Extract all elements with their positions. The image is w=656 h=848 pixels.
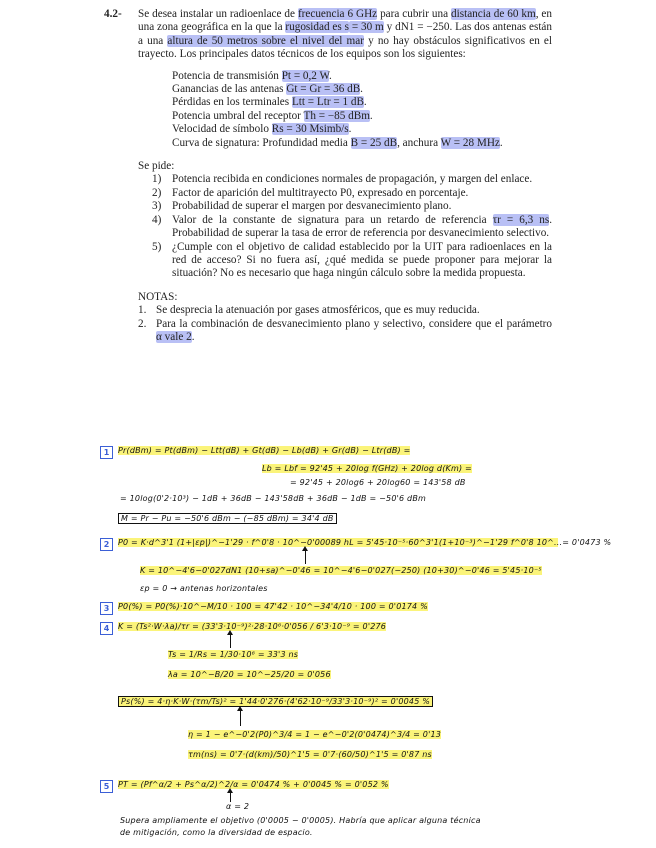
question-number: 1): [152, 173, 162, 186]
sol-1-line-2: Lb = Lbf = 92'45 + 20log f(GHz) + 20log d(Km) =: [262, 464, 472, 473]
arrow-up: [240, 710, 241, 726]
sol-3-line-1: P0(%) = P0(%)·10^−M/10 · 100 = 47'42 · 10^−34'4/10 · 100 = 0'0174 %: [118, 602, 428, 611]
question-text-part: Probabilidad de superar el margen por desvanecimiento plano.: [172, 200, 452, 213]
question-text: [172, 241, 552, 281]
nota-number: 1.: [138, 304, 147, 317]
se-pide-heading: Se pide:: [138, 160, 175, 173]
nota-text-part: .: [191, 330, 195, 343]
question-text-part: . Probabilidad de superar la tasa de error de referencia por desvanecimiento selectivo.: [172, 213, 552, 240]
question-item: [152, 200, 552, 213]
section-4-badge: 4: [100, 622, 113, 635]
intro-text: Se desea instalar un radioenlace de: [138, 8, 298, 20]
sol-5-alpha: α = 2: [226, 802, 250, 811]
param-label: Ganancias de las antenas: [172, 83, 287, 96]
sol-1-line-4: = 10log(0'2·10³) − 1dB + 36dB − 143'58dB + 36dB − 1dB = −50'6 dBm: [120, 494, 426, 503]
arrow-up: [305, 550, 306, 564]
question-number: 5): [152, 240, 162, 253]
sol-4-line-1: K = (Ts²·W·λa)/τr = (33'3·10⁻⁹)²·28·10⁶·0'056 / 6'3·10⁻⁹ = 0'276: [118, 622, 387, 631]
param-label: Pérdidas en los terminales: [172, 96, 292, 109]
param-value: W = 28 MHz: [440, 136, 500, 149]
section-3-badge: 3: [100, 602, 113, 615]
sol-4-line-5: η = 1 − e^−0'2(P0)^3/4 = 1 − e^−0'2(0'0474)^3/4 = 0'13: [188, 730, 442, 739]
question-item: [152, 214, 552, 241]
param-value: Ltt = Ltr = 1 dB: [291, 96, 364, 109]
param-row: [172, 110, 552, 123]
param-suffix: .: [348, 123, 352, 136]
highlighted-text: distancia de 60 km: [451, 8, 536, 20]
nota-text: [156, 318, 552, 345]
highlighted-text: = 30 m: [348, 21, 384, 34]
notas-list: [138, 304, 552, 344]
param-suffix: , anchura: [397, 136, 441, 149]
param-row: [172, 123, 552, 136]
param-suffix: .: [499, 136, 503, 149]
param-suffix: .: [360, 83, 363, 96]
question-item: [152, 241, 552, 281]
problem-intro: [138, 8, 552, 62]
sol-1-line-1: Pr(dBm) = Pt(dBm) − Ltt(dB) + Gt(dB) − Lb(dB) + Gr(dB) − Ltr(dB) =: [118, 446, 411, 455]
nota-item: [138, 304, 552, 317]
sol-2-line-2: K = 10^−4'6−0'027dN1 (10+sa)^−0'46 = 10^−4'6−0'027(−250) (10+30)^−0'46 = 5'45·10⁻⁵: [140, 566, 542, 575]
param-label: Velocidad de símbolo: [172, 123, 272, 136]
question-text: [172, 187, 468, 200]
sol-1-line-3: = 92'45 + 20log6 + 20log60 = 143'58 dB: [290, 478, 466, 487]
problem-statement: [104, 8, 552, 344]
highlighted-text: altura de 50 metros sobre el nivel del mar: [167, 34, 364, 47]
section-5-badge: 5: [100, 780, 113, 793]
param-label: Potencia de transmisión: [172, 69, 282, 82]
intro-text: y no hay obstáculos significativos en el trayecto. Los principales datos técnicos de los equipos son los siguientes:: [138, 34, 552, 61]
intro-text: para cubrir una: [377, 8, 452, 20]
param-value: Rs = 30 Msimb/s: [271, 123, 349, 136]
questions-list: [104, 173, 552, 280]
question-text: [172, 214, 552, 241]
question-text-part: ¿Cumple con el objetivo de calidad establecido por la UIT para radioenlaces en la red de acceso? Si no fuera así, ¿qué medida se puede proponer para mejorar la situación? No es necesario que haga ningún cálculo sobre la medida propuesta.: [172, 240, 552, 280]
sol-5-line-1: PT = (Pf^α/2 + Ps^α/2)^2/α = 0'0474 % + 0'0045 % = 0'052 %: [118, 780, 389, 789]
notas-heading: NOTAS:: [138, 290, 178, 303]
sol-5-line-4: de mitigación, como la diversidad de espacio.: [120, 828, 313, 837]
intro-text: , en una zona geográfica en la que la: [138, 8, 552, 34]
param-value: B = 25 dB: [350, 136, 398, 149]
param-label: Potencia umbral del receptor: [172, 109, 304, 122]
question-text: [172, 173, 532, 186]
highlighted-text: rugosidad es s: [285, 21, 349, 34]
question-item: [152, 173, 552, 186]
nota-text-part: Se desprecia la atenuación por gases atmosféricos, que es muy reducida.: [156, 304, 480, 317]
problem-number: 4.2-: [104, 8, 122, 20]
param-suffix: .: [363, 96, 367, 109]
nota-text: [156, 304, 480, 317]
section-2-badge: 2: [100, 538, 113, 551]
sol-5-line-3: Supera ampliamente el objetivo (0'0005 − 0'0005). Habría que aplicar alguna técnica: [120, 816, 481, 825]
equipment-params: [172, 70, 552, 150]
param-row: [172, 83, 552, 96]
sol-1-margin: M = Pr − Pu = −50'6 dBm − (−85 dBm) = 34'4 dB: [118, 513, 337, 524]
param-value: Gt = Gr = 36 dB: [286, 83, 361, 96]
sol-2-line-3: εp = 0 → antenas horizontales: [140, 584, 268, 593]
arrow-up: [230, 792, 231, 802]
question-text-part: Potencia recibida en condiciones normales de propagación, y margen del enlace.: [172, 173, 533, 186]
highlighted-text: τr = 6,3 ns: [492, 213, 550, 226]
question-number: 4): [152, 213, 162, 226]
question-text: [172, 200, 451, 213]
arrow-up: [230, 634, 231, 648]
question-item: [152, 187, 552, 200]
section-1-badge: 1: [100, 446, 113, 459]
nota-number: 2.: [138, 317, 147, 330]
param-label: Curva de signatura: Profundidad media: [172, 136, 351, 149]
param-value: Pt = 0,2 W: [281, 69, 330, 82]
param-row: [172, 70, 552, 83]
sol-4-line-4: Ps(%) = 4·η·K·W·(τm/Ts)² = 1'44·0'276·(4'62·10⁻⁹/33'3·10⁻⁹)² = 0'0045 %: [118, 696, 433, 707]
intro-text: y dN1 = −250. Las dos antenas están a una: [138, 21, 552, 47]
sol-4-line-6: τm(ns) = 0'7·(d(km)/50)^1'5 = 0'7·(60/50)^1'5 = 0'87 ns: [188, 750, 432, 759]
nota-item: [138, 318, 552, 345]
sol-2-line-1: P0 = K·d^3'1 (1+|εp|)^−1'29 · f^0'8 · 10^−0'00089 hL = 5'45·10⁻⁵·60^3'1(1+10⁻³)^−1'29 f^0'8 10^...= 0'0473 %: [118, 538, 612, 547]
question-text-part: Factor de aparición del multitrayecto P0, expresado en porcentaje.: [172, 186, 469, 199]
param-value: Th = −85 dBm: [303, 109, 370, 122]
nota-text-part: Para la combinación de desvanecimiento plano y selectivo, considere que el parámetro: [156, 317, 552, 330]
highlighted-text: frecuencia 6 GHz: [297, 8, 378, 20]
param-suffix: .: [369, 109, 373, 122]
highlighted-text: α vale 2: [156, 330, 192, 343]
question-number: 3): [152, 200, 162, 213]
question-text-part: Valor de la constante de signatura para un retardo de referencia: [172, 213, 493, 226]
param-suffix: .: [329, 69, 332, 82]
sol-4-line-3: λa = 10^−B/20 = 10^−25/20 = 0'056: [168, 670, 331, 679]
param-row: [172, 137, 552, 150]
handwritten-solution: [100, 438, 612, 838]
question-number: 2): [152, 186, 162, 199]
sol-4-line-2: Ts = 1/Rs = 1/30·10⁶ = 33'3 ns: [168, 650, 299, 659]
param-row: [172, 96, 552, 109]
